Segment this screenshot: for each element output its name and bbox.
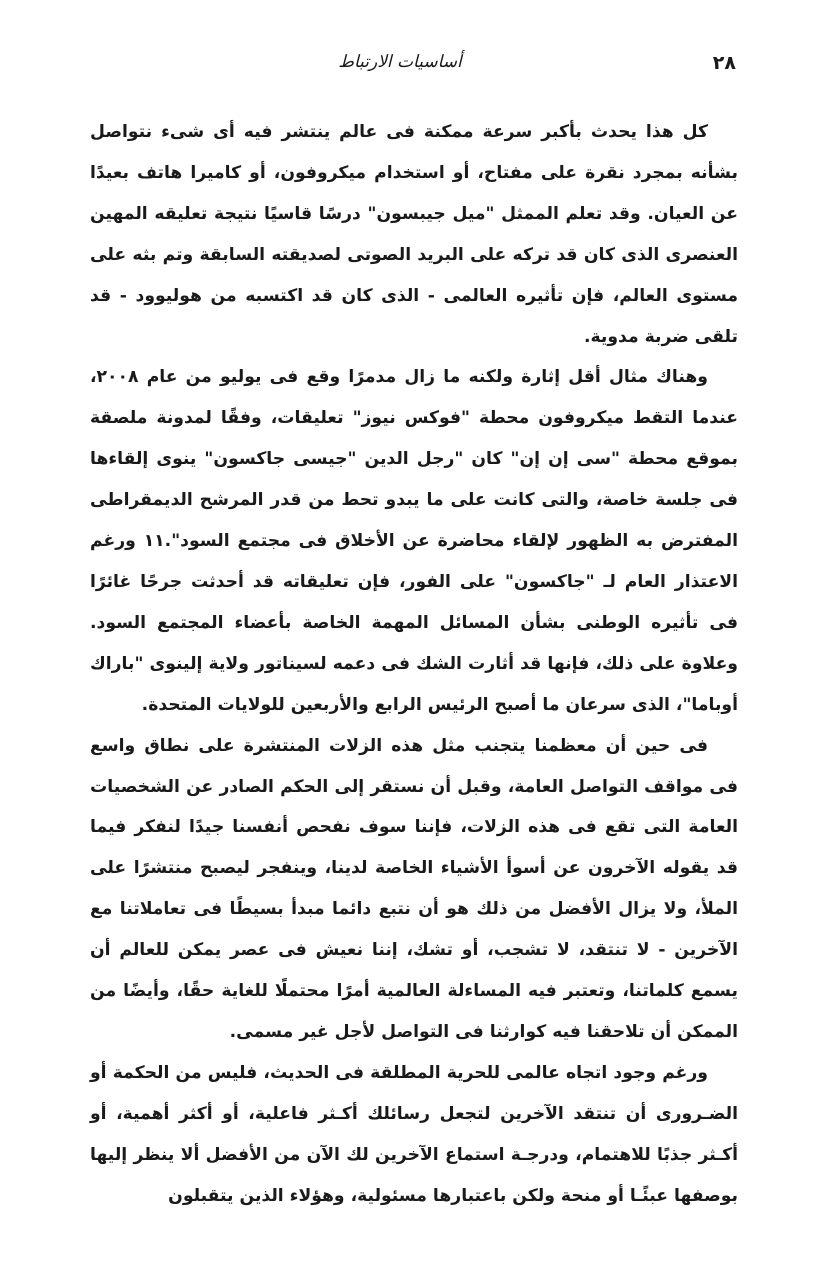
page-header: [90, 52, 738, 82]
paragraph-2: وهناك مثال أقل إثارة ولكنه ما زال مدمرًا وقع فى يوليو من عام ٢٠٠٨، عندما التقط ميكروفون محطة "فوكس نيوز" تعليقات، وفقًا لمدونة ملصقة بموقع محطة "سى إن إن" كان "رجل الدين "جيسى جاكسون" ينوى إلقاءها فى جلسة خاصة، والتى كانت على ما يبدو تحط من قدر المرشح الديمقراطى المفترض به الظهور لإلقاء محاضرة عن الأخلاق فى مجتمع السود".١١ ورغم الاعتذار العام لـ "جاكسون" على الفور، فإن تعليقاته قد أحدثت جرحًا غائرًا فى تأثيره الوطنى بشأن المسائل المهمة الخاصة بأعضاء المجتمع السود. وعلاوة على ذلك، فإنها قد أثارت الشك فى دعمه لسيناتور ولاية إلينوى "باراك أوباما"، الذى سرعان ما أصبح الرئيس الرابع والأربعين للولايات المتحدة.: [90, 367, 739, 715]
running-title: أساسيات الارتباط: [338, 52, 462, 72]
page-number: ٢٨: [712, 52, 736, 74]
paragraph-4: ورغم وجود اتجاه عالمى للحرية المطلقة فى الحديث، فليس من الحكمة أو الضـرورى أن تنتقد الآخرين لتجعل رسائلك أكـثر فاعلية، أو أكثر أهمية، أو أكـثر جذبًا للاهتمام، ودرجـة استماع الآخرين لك الآن من الأفضل ألا ينظر إليها بوصفها عبئًـا أو منحة ولكن باعتبارها مسئولية، وهؤلاء الذين يتقبلون: [90, 1062, 738, 1206]
paragraph-3: فى حين أن معظمنا يتجنب مثل هذه الزلات المنتشرة على نطاق واسع فى مواقف التواصل العامة، وقبل أن نستقر إلى الحكم الصادر عن الشخصيات العامة التى تقع فى هذه الزلات، فإننا سوف نفحص أنفسنا جيدًا لنفكر فيما قد يقوله الآخرون عن أسوأ الأشياء الخاصة لدينا، وينفجر ليصبح منتشرًا على الملأ، ولا يزال الأفضل من ذلك هو أن نتبع دائما مبدأ بسيطًا فى تعاملاتنا مع الآخرين - لا تنتقد، لا تشجب، أو تشك، إننا نعيش فى عصر يمكن للعالم أن يسمع كلماتنا، وتعتبر فيه المساءلة العالمية أمرًا محتملًا للغاية حقًا، وأيضًا من الممكن أن تلاحقنا فيه كوارثنا فى التواصل لأجل غير مسمى.: [90, 735, 738, 1042]
paragraph-1: كل هذا يحدث بأكبر سرعة ممكنة فى عالم ينتشر فيه أى شىء نتواصل بشأنه بمجرد نقرة على مفتاح، أو استخدام ميكروفون، أو كاميرا هاتف بعيدًا عن العيان. وقد تعلم الممثل "ميل جيبسون" درسًا قاسيًا نتيجة تعليقه المهين العنصرى الذى كان قد تركه على البريد الصوتى لصديقته السابقة وتم بثه على مستوى العالم، فإن تأثيره العالمى - الذى كان قد اكتسبه من هوليوود - قد تلقى ضربة مدوية.: [90, 122, 738, 347]
body-text: [90, 112, 738, 1216]
